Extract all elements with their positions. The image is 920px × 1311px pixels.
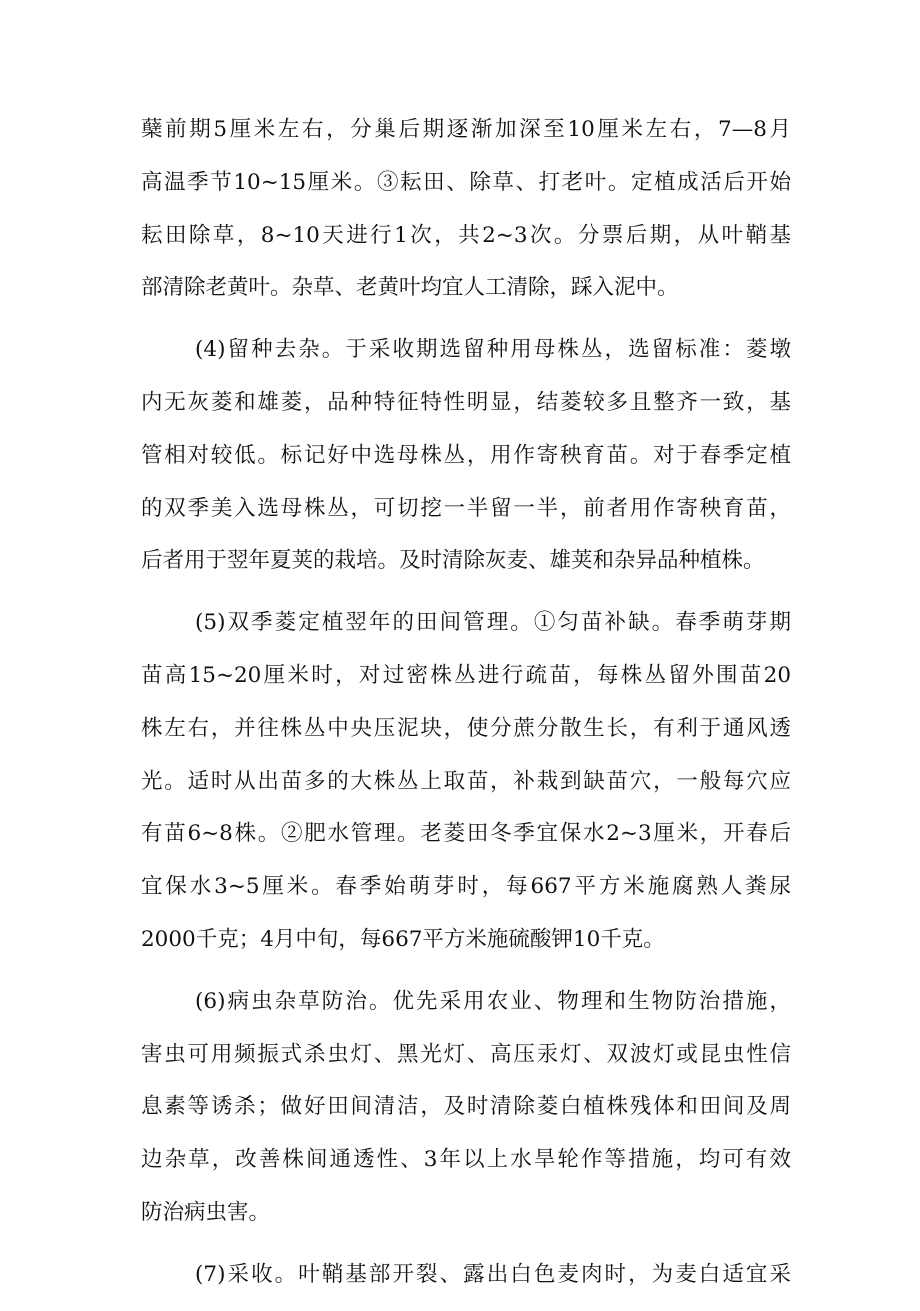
text-line: 光。适时从出苗多的大株丛上取苗，补栽到缺苗穴，一般每穴应 bbox=[141, 768, 791, 794]
text-line: 边杂草，改善株间通透性、3年以上水旱轮作等措施，均可有效 bbox=[141, 1147, 791, 1173]
text-line: 防治病虫害。 bbox=[141, 1199, 271, 1225]
paragraph-harvest bbox=[141, 1249, 791, 1302]
text-line: 耘田除草，8~10天进行1次，共2~3次。分票后期，从叶鞘基 bbox=[141, 222, 791, 248]
text-line: 蘖前期5厘米左右，分巢后期逐渐加深至10厘米左右，7—8月 bbox=[141, 117, 791, 142]
paragraph-field-management bbox=[141, 597, 791, 967]
text-line: (5)双季菱定植翌年的田间管理。①匀苗补缺。春季萌芽期 bbox=[195, 610, 791, 636]
paragraph-tillering-management bbox=[141, 104, 791, 315]
text-line: (7)采收。叶鞘基部开裂、露出白色麦肉时，为麦白适宜采 bbox=[195, 1261, 791, 1287]
text-line: 有苗6~8株。②肥水管理。老菱田冬季宜保水2~3厘米，开春后 bbox=[141, 821, 791, 847]
text-line: 后者用于翌年夏荚的栽培。及时清除灰麦、雄荚和杂异品种植株。 bbox=[141, 548, 765, 574]
text-line: 息素等诱杀；做好田间清洁，及时清除菱白植株残体和田间及周 bbox=[141, 1094, 791, 1120]
paragraph-pest-control bbox=[141, 976, 791, 1240]
text-line: (4)留种去杂。于采收期选留种用母株丛，选留标准：菱墩 bbox=[195, 337, 791, 363]
paragraph-seed-selection bbox=[141, 324, 791, 588]
text-line: 内无灰菱和雄菱，品种特征特性明显，结菱较多且整齐一致，基 bbox=[141, 389, 791, 415]
text-line: 宜保水3~5厘米。春季始萌芽时，每667平方米施腐熟人粪尿 bbox=[141, 874, 791, 900]
text-line: 部清除老黄叶。杂草、老黄叶均宜人工清除，踩入泥中。 bbox=[141, 275, 679, 301]
text-line: 的双季美入选母株丛，可切挖一半留一半，前者用作寄秧育苗， bbox=[141, 495, 791, 521]
text-line: (6)病虫杂草防治。优先采用农业、物理和生物防治措施， bbox=[195, 988, 791, 1014]
text-line: 高温季节10~15厘米。③耘田、除草、打老叶。定植成活后开始 bbox=[141, 169, 791, 195]
text-line: 苗高15~20厘米时，对过密株丛进行疏苗，每株丛留外围苗20 bbox=[141, 662, 791, 688]
body-text bbox=[141, 104, 791, 1311]
text-line: 株左右，并往株丛中央压泥块，使分蔗分散生长，有利于通风透 bbox=[141, 715, 791, 741]
text-line: 2000千克；4月中旬，每667平方米施硫酸钾10千克。 bbox=[141, 926, 665, 952]
text-line: 害虫可用频振式杀虫灯、黑光灯、高压汞灯、双波灯或昆虫性信 bbox=[141, 1041, 791, 1067]
text-line: 管相对较低。标记好中选母株丛，用作寄秧育苗。对于春季定植 bbox=[141, 442, 791, 468]
